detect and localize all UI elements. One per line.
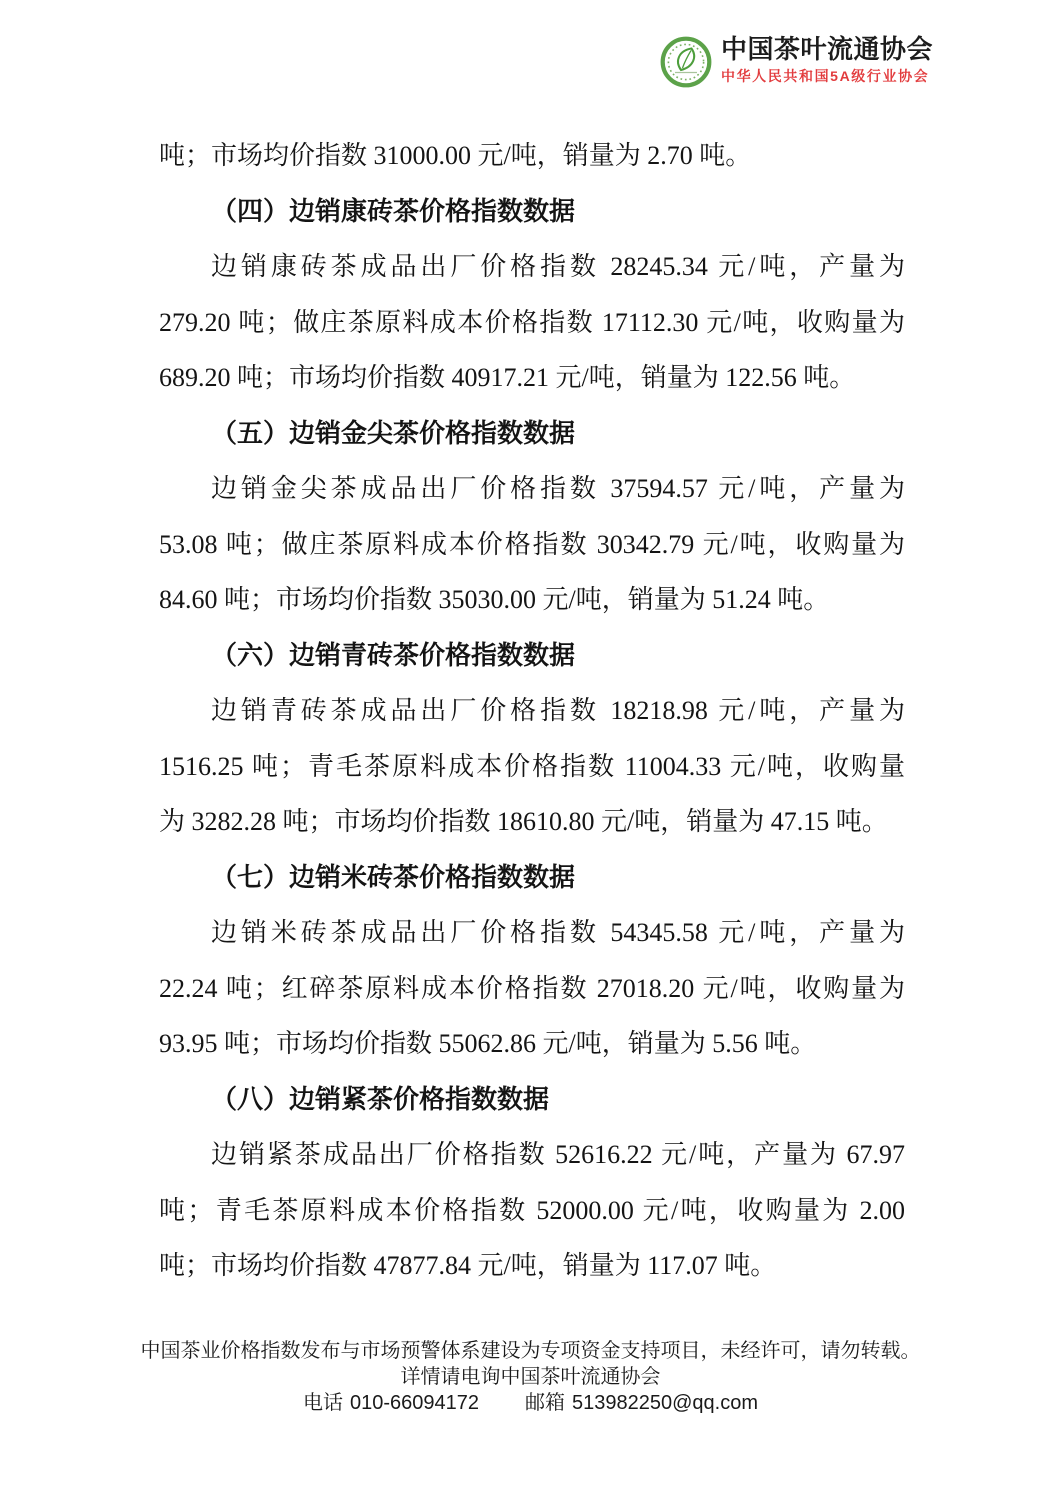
footer-contact: 详情请电询中国茶叶流通协会 <box>400 1366 661 1388</box>
footer-phone-label: 电话 <box>302 1392 343 1414</box>
footer-notice: 中国茶业价格指数发布与市场预警体系建设为专项资金支持项目，未经许可，请勿转载。 <box>140 1340 921 1362</box>
body-line: 边销金尖茶成品出厂价格指数 37594.57 元/吨，产量为 <box>211 474 905 503</box>
body-line: 22.24 吨；红碎茶原料成本价格指数 27018.20 元/吨，收购量为 <box>159 973 905 1003</box>
body-line: 吨；市场均价指数 47877.84 元/吨，销量为 117.07 吨。 <box>159 1251 777 1280</box>
section-heading: （四）边销康砖茶价格指数数据 <box>211 195 576 226</box>
footer-contact-line <box>0 1390 1061 1416</box>
body-line: 边销康砖茶成品出厂价格指数 28245.34 元/吨，产量为 <box>211 252 905 281</box>
body-line: 吨；青毛茶原料成本价格指数 52000.00 元/吨，收购量为 2.00 <box>159 1195 905 1225</box>
footer-email: 513982250@qq.com <box>572 1392 758 1414</box>
org-subtitle: 中华人民共和国5A级行业协会 <box>720 68 930 84</box>
body-line: 279.20 吨；做庄茶原料成本价格指数 17112.30 元/吨，收购量为 <box>159 307 905 337</box>
header-text <box>721 34 933 84</box>
body-line: 1516.25 吨；青毛茶原料成本价格指数 11004.33 元/吨，收购量 <box>159 751 905 781</box>
tea-association-logo-icon <box>660 36 712 88</box>
body-line: 93.95 吨；市场均价指数 55062.86 元/吨，销量为 5.56 吨。 <box>159 1029 817 1058</box>
body-line: 吨；市场均价指数 31000.00 元/吨，销量为 2.70 吨。 <box>159 141 752 170</box>
body-line: 84.60 吨；市场均价指数 35030.00 元/吨，销量为 51.24 吨。 <box>159 585 830 614</box>
body-line: 为 3282.28 吨；市场均价指数 18610.80 元/吨，销量为 47.15 吨。 <box>159 807 888 836</box>
footer-phone: 010-66094172 <box>349 1392 479 1414</box>
section-heading: （五）边销金尖茶价格指数数据 <box>211 417 576 448</box>
body-line: 边销米砖茶成品出厂价格指数 54345.58 元/吨，产量为 <box>211 918 905 947</box>
footer <box>0 1338 1061 1416</box>
body-line: 边销青砖茶成品出厂价格指数 18218.98 元/吨，产量为 <box>211 696 905 725</box>
body-line: 边销紧茶成品出厂价格指数 52616.22 元/吨，产量为 67.97 <box>211 1140 905 1169</box>
body-line: 53.08 吨；做庄茶原料成本价格指数 30342.79 元/吨，收购量为 <box>159 529 905 559</box>
org-title: 中国茶叶流通协会 <box>720 34 933 64</box>
section-heading: （八）边销紧茶价格指数数据 <box>211 1083 550 1114</box>
body-line: 689.20 吨；市场均价指数 40917.21 元/吨，销量为 122.56 吨。 <box>159 363 856 392</box>
section-heading: （六）边销青砖茶价格指数数据 <box>211 639 576 670</box>
document-body <box>159 128 905 1294</box>
header <box>660 34 933 88</box>
section-heading: （七）边销米砖茶价格指数数据 <box>211 861 576 892</box>
footer-email-label: 邮箱 <box>525 1392 565 1414</box>
